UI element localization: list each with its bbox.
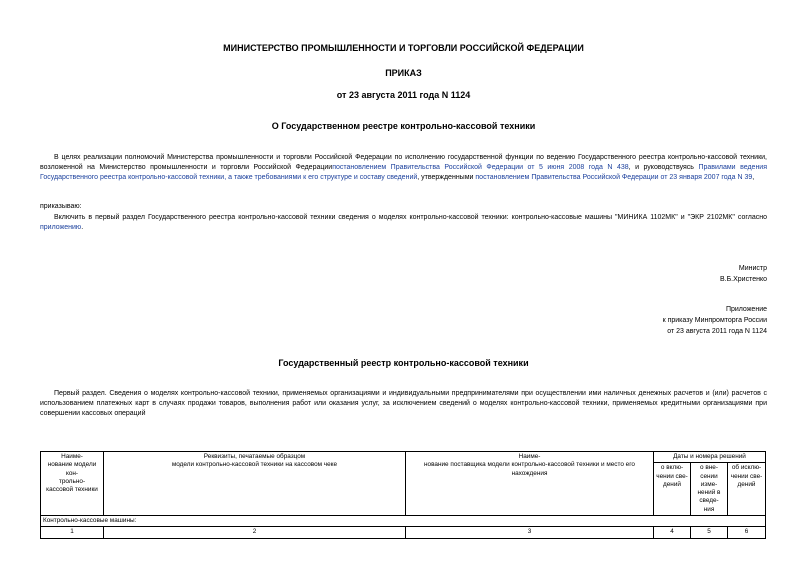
- doc-subject: О Государственном реестре контрольно-кассовой техники: [271, 121, 536, 131]
- preamble-text-1: В целях реализации полномочий Министерства промышленности и торговли Российской Федерации по исполнению государственной функции по ведению Государственного реестра контрольно-кассовой техники, возложенной на Министерство промышленности и торговли Российской Федерации: [40, 154, 767, 171]
- preamble-paragraph: [40, 153, 767, 183]
- preamble-text-4: ,: [752, 174, 755, 181]
- link-decree-438[interactable]: постановлением Правительства Российской Федерации от 5 июня 2008 года N 438: [332, 164, 629, 171]
- header-receipt-requisites: Реквизиты, печатаемые образцом модели контрольно-кассовой техники на кассовом чеке: [104, 452, 406, 516]
- order-paragraph: [40, 213, 767, 233]
- col-number: 4: [654, 527, 691, 538]
- header-supplier: Наиме- нование поставщика модели контрольно-кассовой техники и место его нахождения: [406, 452, 654, 516]
- link-appendix[interactable]: приложению: [40, 224, 82, 231]
- register-table: [40, 451, 766, 539]
- order-label: приказываю:: [40, 203, 82, 210]
- signature-name: В.Б.Христенко: [719, 276, 767, 283]
- col-number: 3: [406, 527, 654, 538]
- doc-date-number: от 23 августа 2011 года N 1124: [336, 90, 471, 100]
- preamble-text-2: , и руководствуясь: [628, 164, 699, 171]
- col-number: 6: [728, 527, 766, 538]
- appendix-ref: к приказу Минпромторга России: [662, 317, 767, 324]
- order-text-end: .: [81, 224, 84, 231]
- col-number: 1: [41, 527, 104, 538]
- section-row-label: Контрольно-кассовые машины:: [41, 516, 766, 527]
- appendix-title: Государственный реестр контрольно-кассовой техники: [278, 358, 529, 368]
- header-exclusion: об исклю- чении све- дений: [728, 463, 766, 516]
- header-model-name: Наиме- нование модели кон- трольно- кассовой техники: [41, 452, 104, 516]
- link-decree-39[interactable]: постановлением Правительства Российской Федерации от 23 января 2007 года N 39: [475, 174, 753, 181]
- section-paragraph: Первый раздел. Сведения о моделях контрольно-кассовой техники, применяемых организациями и индивидуальными предпринимателями при осуществлении ими наличных денежных расчетов и (или) расчетов с использованием платежных карт в случаях продажи товаров, выполнения работ или оказания услуг, за исключением сведений о моделях контрольно-кассовой техники, применяемых кредитными организациями при совершении кассовых операций: [40, 390, 767, 417]
- table-header-row: [41, 452, 766, 463]
- link-register-rules[interactable]: Правилами ведения Государственного реестра контрольно-кассовой техники, а также требованиями к его структуре и составу сведений: [40, 164, 768, 181]
- col-number: 5: [691, 527, 728, 538]
- header-decisions: Даты и номера решений: [654, 452, 766, 463]
- col-number: 2: [104, 527, 406, 538]
- appendix-date: от 23 августа 2011 года N 1124: [667, 328, 767, 335]
- table-number-row: [41, 527, 766, 538]
- preamble-text-3: , утвержденными: [417, 174, 476, 181]
- signature-title: Министр: [738, 265, 767, 272]
- header-inclusion: о вклю- чении све- дений: [654, 463, 691, 516]
- doc-type: ПРИКАЗ: [385, 68, 422, 78]
- ministry-title: МИНИСТЕРСТВО ПРОМЫШЛЕННОСТИ И ТОРГОВЛИ РОССИЙСКОЙ ФЕДЕРАЦИИ: [223, 43, 584, 53]
- header-amendment: о вне- сении изме- нений в сведе- ния: [691, 463, 728, 516]
- order-text: Включить в первый раздел Государственного реестра контрольно-кассовой техники сведения о моделях контрольно-кассовой техники: контрольно-кассовые машины "МИНИКА 1102МК" и "ЭКР 2102МК" согласно: [54, 214, 767, 221]
- table-section-row: [41, 516, 766, 527]
- appendix-label: Приложение: [725, 306, 767, 313]
